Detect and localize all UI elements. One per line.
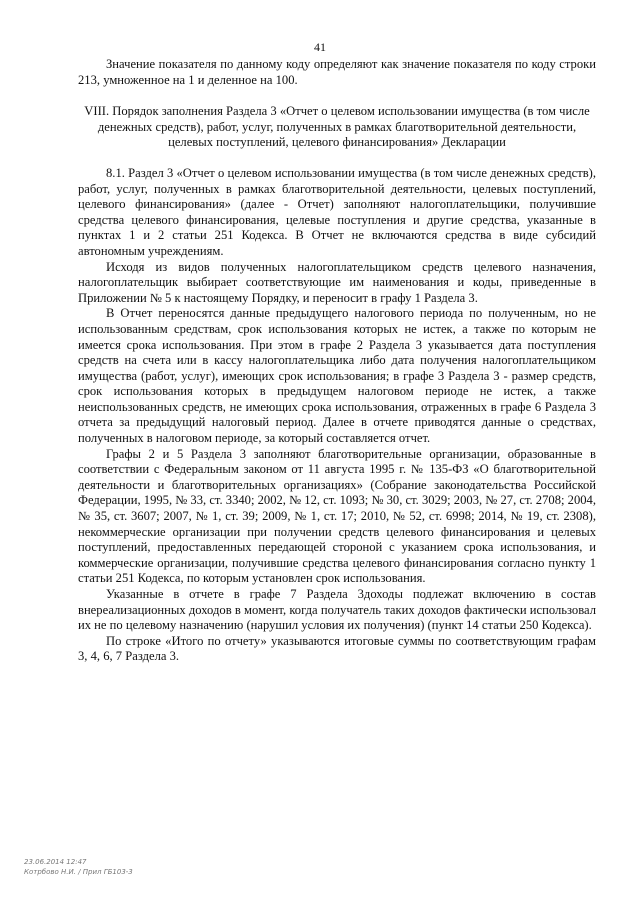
- paragraph-column-7: Указанные в отчете в графе 7 Раздела 3доходы подлежат включению в состав внереализационных доходов в момент, когда получатель таких доходов фактически использовал их не по целевому назначению (нарушил условия их получения) (пункт 14 статьи 250 Кодекса).: [78, 587, 596, 633]
- print-footer: [24, 857, 133, 877]
- paragraph-total: По строке «Итого по отчету» указываются итоговые суммы по соответствующим графам 3, 4, 6, 7 Раздела 3.: [78, 633, 596, 664]
- footer-timestamp: 23.06.2014 12:47: [24, 858, 87, 866]
- paragraph-columns-2-5: Графы 2 и 5 Раздела 3 заполняют благотворительные организации, образованные в соответствии с Федеральным законом от 11 августа 1995 г. № 135-ФЗ «О благотворительной деятельности и благотворительных организациях» (Собрание законодательства Российской Федерации, 1995, № 33, ст. 3340; 2002, № 12, ст. 1093; № 30, ст. 3029; 2003, № 27, ст. 2708; 2004, № 35, ст. 3607; 2007, № 1, ст. 39; 2009, № 1, ст. 17; 2010, № 52, ст. 6998; 2014, № 19, ст. 2308), некоммерческие организации при получении средств целевого финансирования и целевых поступлений, предоставленных передающей стороной с указанием срока использования, и коммерческие организации, получившие средства целевого финансирования согласно пункту 1 статьи 251 Кодекса, по которым установлен срок использования.: [78, 446, 596, 586]
- section-heading: VIII. Порядок заполнения Раздела 3 «Отчет о целевом использовании имущества (в том числе денежных средств), работ, услуг, полученных в рамках благотворительной деятельности, целевых поступлений, целевого финансирования» Декларации: [84, 104, 590, 150]
- document-body: [78, 57, 596, 665]
- intro-paragraph: Значение показателя по данному коду определяют как значение показателя по коду строки 213, умноженное на 1 и деленное на 100.: [78, 57, 596, 87]
- footer-author: Котрбово Н.И. / Прил ГБ103-3: [24, 868, 133, 876]
- paragraph-previous-period: В Отчет переносятся данные предыдущего налогового периода по полученным, но не использованным средствам, срок использования которых не истек, а также по которым не имеется срока использования. При этом в графе 2 Раздела 3 указывается дата поступления средств на счета или в кассу налогоплательщика либо дата получения налогоплательщиком имущества (работ, услуг), имеющих срок использования; в графе 3 Раздела 3 - размер средств, срок использования которых в предыдущем налоговом периоде не истек, а также неиспользованных средств, не имеющих срока использования, отраженных в графе 6 Раздела 3 отчета за предыдущий налоговый период. Далее в отчете приводятся данные о средствах, полученных в налоговом периоде, за который составляется отчет.: [78, 306, 596, 446]
- page-number: 41: [314, 40, 326, 54]
- paragraph-codes: Исходя из видов полученных налогоплательщиком средств целевого назначения, налогоплательщик выбирает соответствующие им наименования и коды, приведенные в Приложении № 5 к настоящему Порядку, и переносит в графу 1 Раздела 3.: [78, 259, 596, 305]
- paragraph-8-1: 8.1. Раздел 3 «Отчет о целевом использовании имущества (в том числе денежных средств), работ, услуг, полученных в рамках благотворительной деятельности, целевых поступлений, целевого финансирования» (далее - Отчет) заполняют налогоплательщики, получившие средства целевого финансирования, целевые поступления и другие средства, указанные в пунктах 1 и 2 статьи 251 Кодекса. В Отчет не включаются средства в виде субсидий автономным учреждениям.: [78, 165, 596, 258]
